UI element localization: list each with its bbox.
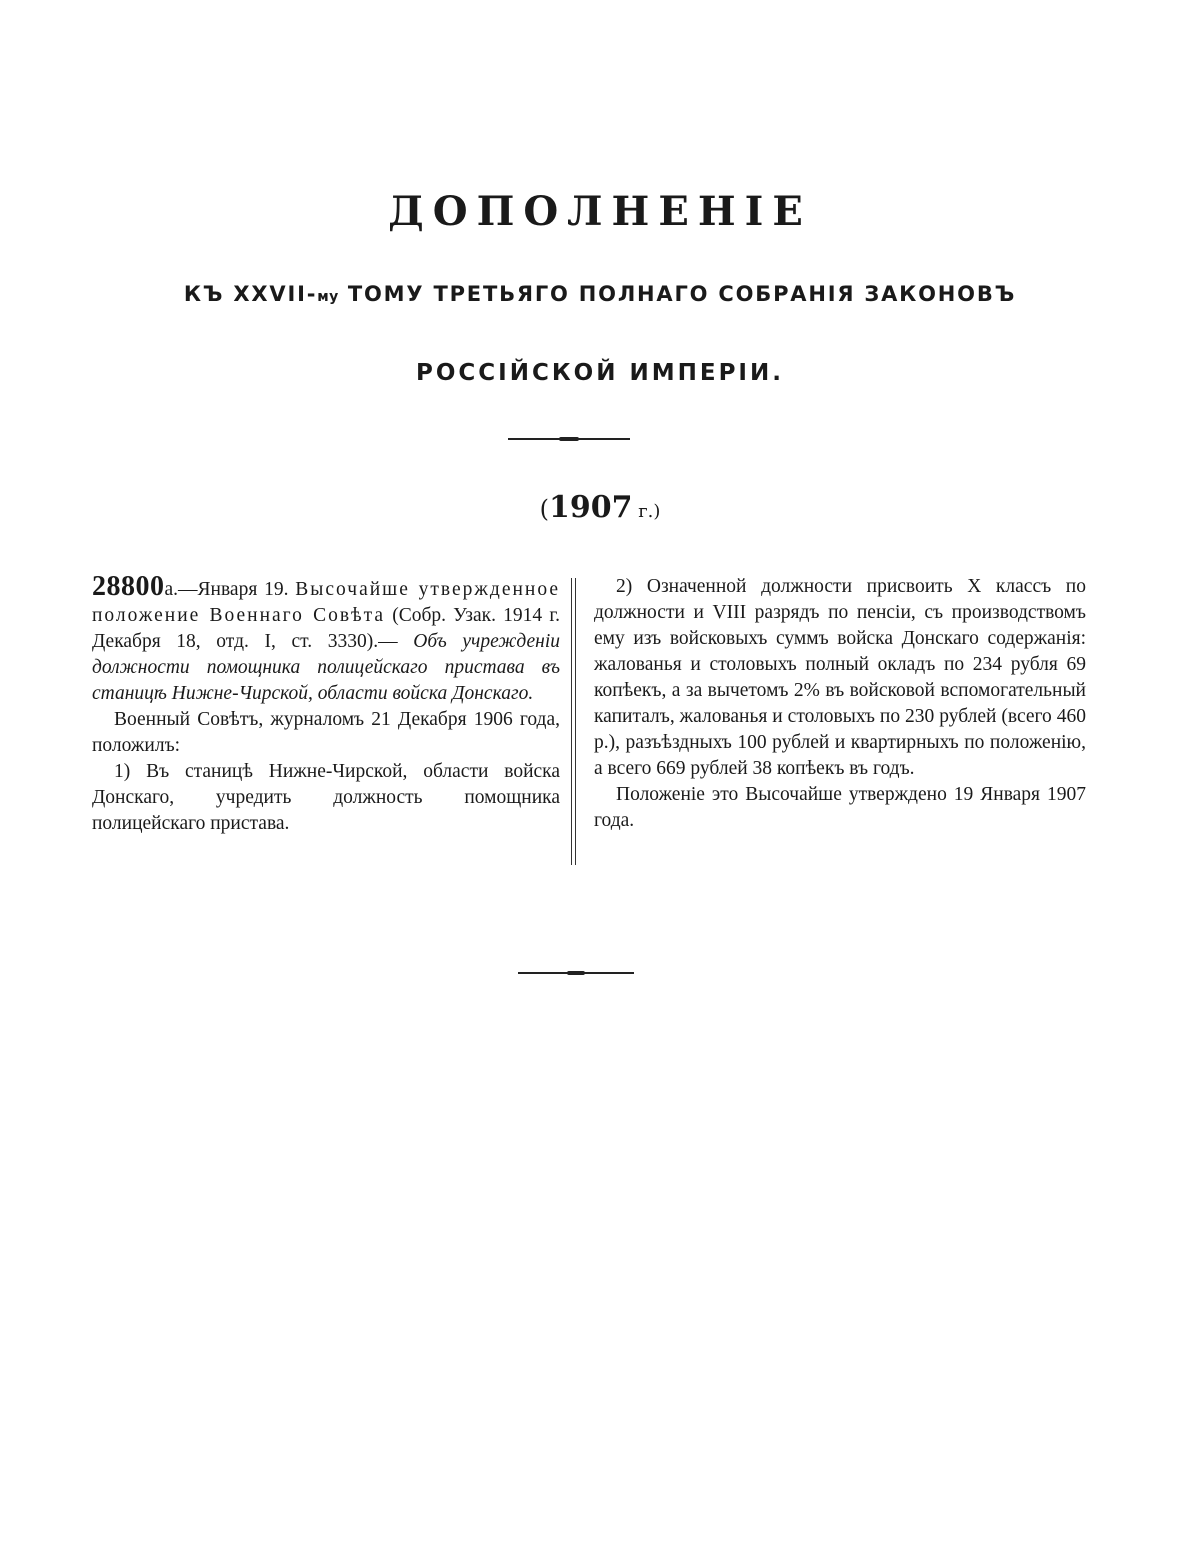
law-heading-spaced: Высочайше утвержденное положение Военнаго Совѣта: [92, 579, 560, 626]
subtitle-prefix: КЪ XXVII-: [183, 282, 318, 306]
paragraph-1: 1) Въ станицѣ Нижне-Чирской, области войска Донскаго, учредить должность помощника полицейскаго пристава.: [92, 761, 560, 834]
document-subtitle: [0, 282, 1200, 306]
law-italic-title: Объ учрежденіи должности помощника полицейскаго пристава въ станицѣ Нижне-Чирской, области войска Донскаго.: [92, 631, 561, 704]
subtitle-rest: ТОМУ ТРЕТЬЯГО ПОЛНАГО СОБРАНІЯ ЗАКОНОВЪ: [338, 282, 1017, 306]
paragraph-council: Военный Совѣтъ, журналомъ 21 Декабря 1906 года, положилъ:: [92, 709, 560, 756]
column-divider: [571, 578, 576, 865]
year-heading: [0, 490, 1200, 525]
law-reference: (Собр. Узак. 1914 г. Декабря 18, отд. I, ст. 3330).—: [92, 605, 560, 652]
law-date: Января 19.: [197, 579, 296, 600]
year-open: (: [539, 495, 549, 523]
year-number: 1907: [548, 490, 633, 525]
document-title: ДОПОЛНЕНІЕ: [388, 188, 812, 235]
paragraph-2: 2) Означенной должности присвоить X классъ по должности и VIII разрядъ по пенсіи, съ производствомъ ему изъ войсковыхъ суммъ войска Донскаго содержанія: жалованья и столовыхъ полный окладъ по 234 рубля 69 копѣекъ, а за вычетомъ 2% въ войсковой вспомогательный капиталъ, жалованья и столовыхъ по 230 рублей (всего 460 р.), разъѣздныхъ 100 рублей и квартирныхъ по положенію, а всего 669 рублей 38 копѣекъ въ годъ.: [594, 576, 1086, 779]
year-suffix: г.): [632, 501, 661, 522]
right-column: [594, 574, 1086, 834]
top-ornament-rule: [508, 438, 630, 440]
bottom-ornament-rule: [518, 972, 634, 974]
law-suffix: а.—: [164, 579, 198, 600]
left-column: [92, 571, 561, 837]
paragraph-approval: Положеніе это Высочайше утверждено 19 Января 1907 года.: [594, 784, 1086, 831]
law-entry-heading: [92, 571, 561, 707]
subtitle-small: му: [317, 289, 339, 305]
law-number: 28800: [92, 571, 165, 602]
document-subtitle-line2: РОССІЙСКОЙ ИМПЕРІИ.: [416, 360, 784, 386]
